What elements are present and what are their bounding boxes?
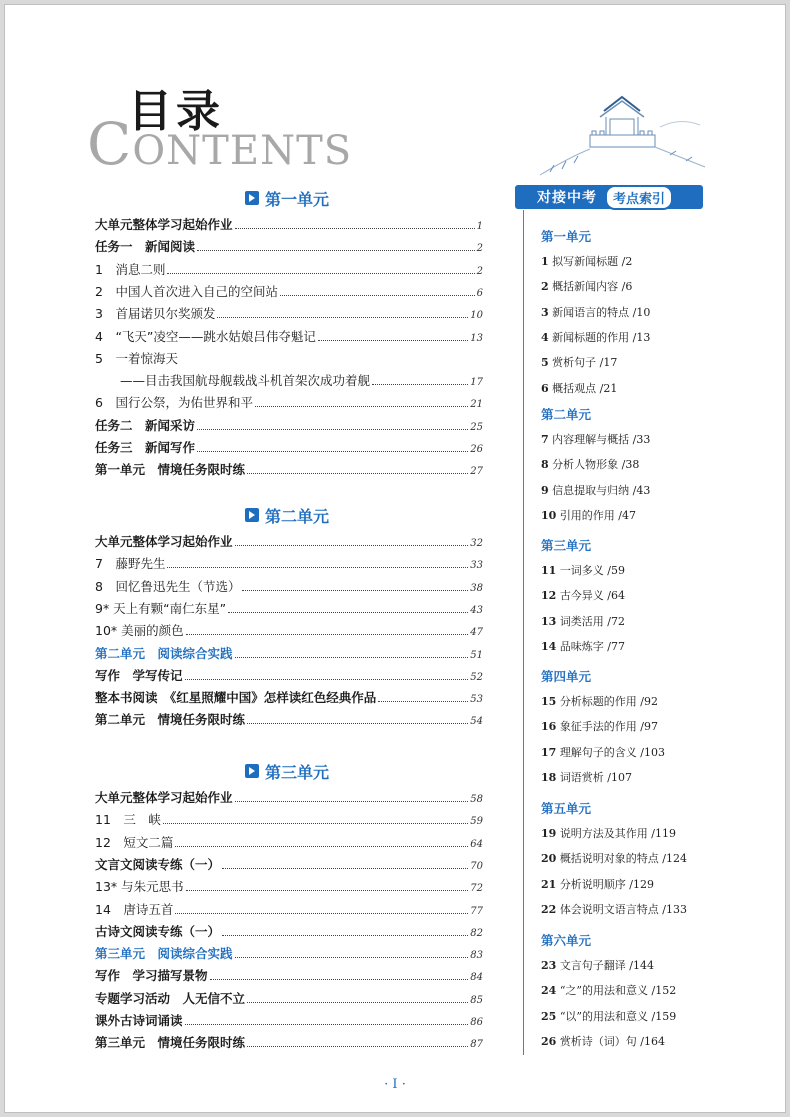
dot-leader [247, 723, 468, 724]
toc-page-number: 2 [476, 243, 483, 255]
dot-leader [167, 273, 474, 274]
index-item-number: 19 [541, 827, 557, 840]
toc-entry[interactable] [95, 962, 483, 984]
toc-page-number: 38 [470, 582, 483, 594]
index-item-text: 分析人物形象 /38 [552, 458, 640, 472]
toc-entry-title: 2 中国人首次进入自己的空间站 [95, 283, 278, 299]
dot-leader [235, 545, 469, 546]
index-item-number: 15 [541, 695, 557, 708]
toc-entry[interactable] [95, 1007, 483, 1029]
toc-entry[interactable] [95, 456, 483, 478]
toc-entry-title: 专题学习活动 人无信不立 [95, 990, 246, 1006]
index-item-number: 3 [541, 305, 549, 319]
unit-heading[interactable] [245, 502, 329, 528]
unit-title: 第一单元 [265, 189, 330, 209]
index-item-text: 赏析诗（词）句 /164 [559, 1034, 666, 1048]
index-item-number: 12 [541, 589, 557, 603]
dot-leader [185, 1024, 469, 1025]
index-item[interactable] [541, 901, 687, 917]
index-item-text: 引用的作用 /47 [559, 508, 637, 522]
index-item[interactable] [541, 253, 632, 269]
index-item[interactable] [541, 744, 665, 760]
toc-entry[interactable] [95, 684, 483, 706]
toc-entry-title: 6 国行公祭，为佑世界和平 [95, 395, 253, 411]
index-unit-title: 第五单元 [541, 801, 592, 816]
toc-entry-title: 7 藤野先生 [95, 556, 166, 572]
toc-entry-title: 11 三 峡 [95, 812, 161, 828]
toc-entry-title: 12 短文二篇 [95, 834, 174, 850]
index-item-text: 说明方法及其作用 /119 [559, 827, 677, 840]
toc-page-number: 27 [470, 466, 483, 478]
index-item-number: 26 [541, 1034, 557, 1048]
index-item-text: 新闻语言的特点 /10 [552, 305, 651, 319]
index-item[interactable] [541, 562, 625, 578]
play-arrow-icon [245, 191, 259, 205]
toc-entry-title: 8 回忆鲁迅先生（节选） [95, 578, 241, 594]
index-item-text: 文言句子翻译 /144 [559, 959, 655, 972]
index-item[interactable] [541, 613, 625, 629]
toc-page-number: 33 [470, 560, 483, 572]
index-item-number: 24 [541, 984, 557, 998]
toc-page-number: 72 [470, 883, 483, 895]
banner-right-badge: 考点索引 [605, 185, 673, 210]
toc-entry-title: 大单元整体学习起始作业 [95, 217, 233, 232]
index-item-number: 6 [541, 381, 549, 395]
index-item-text: 体会说明文语言特点 /133 [559, 902, 688, 916]
unit-heading[interactable] [245, 758, 329, 784]
index-item[interactable] [541, 431, 650, 447]
toc-entry-title: 文言文阅读专练（一） [95, 856, 221, 872]
toc-entry[interactable] [95, 985, 483, 1007]
index-item[interactable] [541, 507, 636, 523]
index-item-text: 拟写新闻标题 /2 [552, 255, 633, 268]
exam-index-banner [515, 185, 703, 209]
toc-page-number: 82 [470, 927, 483, 939]
index-item-text: 内容理解与概括 /33 [552, 433, 651, 446]
play-arrow-icon [245, 508, 259, 522]
toc-entry[interactable] [95, 300, 483, 322]
toc-entry[interactable] [95, 528, 483, 550]
index-unit-title: 第一单元 [541, 229, 592, 244]
index-item-number: 7 [541, 433, 549, 446]
index-unit-title: 第二单元 [541, 407, 592, 422]
dot-leader [186, 890, 469, 891]
index-item-number: 13 [541, 614, 557, 628]
index-item[interactable] [541, 876, 654, 892]
index-item-number: 5 [541, 356, 549, 370]
toc-entry-title: 3 首届诺贝尔奖颁发 [95, 306, 216, 322]
index-item-number: 23 [541, 959, 557, 972]
index-item[interactable] [541, 825, 676, 841]
toc-entry-title: 任务一 新闻阅读 [95, 239, 196, 255]
toc-entry-title: 古诗文阅读专练（一） [95, 923, 221, 939]
unit-title: 第三单元 [265, 762, 330, 782]
title-en-initial: C [87, 110, 133, 178]
index-item[interactable] [541, 638, 625, 654]
index-unit-title: 第六单元 [541, 933, 592, 948]
toc-entry[interactable] [95, 211, 483, 233]
toc-entry-title: 第二单元 阅读综合实践 [95, 645, 233, 661]
index-item-number: 18 [541, 770, 557, 784]
index-unit-title: 第三单元 [541, 538, 592, 553]
toc-page-number: 84 [470, 972, 483, 984]
toc-page-number: 51 [470, 649, 483, 661]
index-item-text: 象征手法的作用 /97 [559, 720, 659, 734]
dot-leader [235, 657, 469, 658]
toc-entry[interactable] [95, 918, 483, 940]
toc-entry-title: 课外古诗词诵读 [95, 1013, 183, 1028]
index-item-text: 概括新闻内容 /6 [552, 280, 633, 294]
index-item-text: 理解句子的含义 /103 [559, 745, 666, 759]
toc-entry-title: 写作 学习描写景物 [95, 968, 208, 984]
index-item-number: 8 [541, 458, 549, 472]
index-item-text: 词语赏析 /107 [559, 770, 633, 784]
toc-page-number: 10 [470, 310, 483, 322]
page-title: 目录 [128, 86, 224, 137]
toc-page-number: 13 [470, 332, 483, 344]
toc-entry-title: 10* 美丽的颜色 [95, 623, 184, 639]
index-item-number: 1 [541, 255, 549, 268]
toc-entry[interactable] [95, 662, 483, 684]
index-item[interactable] [541, 278, 632, 294]
toc-entry[interactable] [95, 940, 483, 962]
dot-leader [378, 701, 468, 702]
toc-entry-title: 14 唐诗五首 [95, 901, 174, 917]
toc-page [4, 4, 786, 1113]
dot-leader [247, 1046, 468, 1047]
dot-leader [228, 612, 468, 613]
page-number: · I · [384, 1077, 406, 1092]
index-item-text: 词类活用 /72 [559, 614, 626, 628]
toc-entry[interactable] [95, 367, 483, 389]
index-item-text: 品味炼字 /77 [559, 639, 626, 653]
index-item[interactable] [541, 456, 639, 472]
dot-leader [197, 429, 468, 430]
index-item-number: 16 [541, 720, 557, 734]
toc-entry-title: 第三单元 阅读综合实践 [95, 946, 233, 962]
toc-entry[interactable] [95, 412, 483, 434]
toc-entry-title: 第三单元 情境任务限时练 [95, 1035, 246, 1051]
index-item-text: 新闻标题的作用 /13 [552, 330, 651, 344]
dot-leader [163, 823, 468, 824]
dot-leader [280, 295, 475, 296]
index-item-number: 9 [541, 483, 549, 497]
index-item-text: 赏析句子 /17 [552, 356, 618, 370]
index-item-text: “以”的用法和意义 /159 [559, 1009, 677, 1023]
toc-page-number: 25 [470, 421, 483, 433]
toc-entry[interactable] [95, 550, 483, 572]
toc-entry[interactable] [95, 873, 483, 895]
toc-entry-title: 第二单元 情境任务限时练 [95, 712, 246, 728]
index-item[interactable] [541, 982, 676, 998]
index-item[interactable] [541, 1033, 665, 1049]
toc-page-number: 54 [470, 716, 483, 728]
dot-leader [235, 801, 469, 802]
index-item[interactable] [541, 850, 687, 866]
toc-entry-title: 1 消息二则 [95, 261, 166, 277]
toc-page-number: 47 [470, 627, 483, 639]
dot-leader [222, 935, 468, 936]
toc-page-number: 83 [470, 950, 483, 962]
toc-entry-title: 写作 学写传记 [95, 667, 183, 683]
index-item[interactable] [541, 482, 650, 498]
unit-title: 第二单元 [265, 506, 330, 526]
toc-entry[interactable] [95, 323, 483, 345]
great-wall-illustration [530, 77, 710, 177]
toc-entry-title: 5 一着惊海天 [95, 350, 178, 366]
dot-leader [247, 473, 468, 474]
index-item-number: 20 [541, 852, 557, 866]
toc-page-number: 52 [470, 671, 483, 683]
toc-entry-title: 任务三 新闻写作 [95, 440, 196, 455]
index-item[interactable] [541, 354, 617, 370]
toc-page-number: 43 [470, 604, 483, 616]
dot-leader [167, 567, 468, 568]
index-item[interactable] [541, 329, 650, 345]
index-item-number: 11 [541, 564, 557, 577]
index-item[interactable] [541, 769, 632, 785]
dot-leader [235, 228, 475, 229]
index-item[interactable] [541, 1008, 676, 1024]
index-item-number: 14 [541, 639, 557, 653]
index-item-text: “之”的用法和意义 /152 [559, 984, 677, 998]
dot-leader [175, 913, 468, 914]
toc-entry[interactable] [95, 896, 483, 918]
dot-leader [210, 979, 469, 980]
toc-entry[interactable] [95, 595, 483, 617]
dot-leader [242, 590, 468, 591]
index-item-number: 17 [541, 745, 557, 759]
banner-left-text: 对接中考 [537, 190, 597, 206]
toc-page-number: 77 [470, 905, 483, 917]
toc-entry[interactable] [95, 573, 483, 595]
toc-entry[interactable] [95, 617, 483, 639]
toc-page-number: 26 [470, 444, 483, 455]
toc-entry-title: 整本书阅读 《红星照耀中国》怎样读红色经典作品 [95, 690, 377, 706]
toc-entry-title: 大单元整体学习起始作业 [95, 534, 233, 549]
index-item-number: 4 [541, 330, 549, 344]
toc-entry[interactable] [95, 806, 483, 828]
toc-entry-title: 第一单元 情境任务限时练 [95, 462, 246, 478]
toc-entry-title: 13* 与朱元思书 [95, 879, 184, 895]
unit-heading[interactable] [245, 185, 329, 211]
toc-entry[interactable] [95, 851, 483, 873]
sidebar-divider [523, 210, 524, 1055]
index-item-text: 一词多义 /59 [559, 564, 626, 577]
toc-entry-title: 4 “飞天”凌空——跳水姑娘吕伟夺魁记 [95, 328, 316, 344]
toc-entry[interactable] [95, 784, 483, 806]
index-item-text: 分析标题的作用 /92 [559, 695, 659, 708]
index-item-text: 分析说明顺序 /129 [559, 877, 655, 891]
index-item-number: 21 [541, 877, 557, 891]
toc-entry-title: 任务二 新闻采访 [95, 417, 196, 433]
index-item-text: 古今异义 /64 [559, 589, 626, 603]
toc-entry-title: ——目击我国航母舰载战斗机首架次成功着舰 [95, 373, 371, 389]
toc-entry[interactable] [95, 256, 483, 278]
index-item-text: 信息提取与归纳 /43 [552, 483, 651, 497]
index-item[interactable] [541, 718, 658, 734]
toc-entry[interactable] [95, 389, 483, 411]
dot-leader [175, 846, 468, 847]
dot-leader [197, 250, 475, 251]
index-item-text: 概括说明对象的特点 /124 [559, 852, 688, 866]
toc-entry[interactable] [95, 233, 483, 255]
toc-page-number: 58 [470, 794, 483, 805]
index-item-number: 25 [541, 1009, 557, 1023]
toc-entry-title: 9* 天上有颗“南仁东星” [95, 600, 227, 616]
toc-entry[interactable] [95, 1029, 483, 1051]
play-arrow-icon [245, 764, 259, 778]
toc-entry[interactable] [95, 345, 483, 367]
toc-entry[interactable] [95, 640, 483, 662]
index-item[interactable] [541, 380, 617, 396]
dot-leader [372, 384, 468, 385]
title-en-rest: ONTENTS [132, 128, 353, 174]
toc-page-number: 64 [470, 838, 483, 850]
toc-page-number: 2 [476, 265, 483, 277]
dot-leader [217, 317, 468, 318]
toc-page-number: 21 [470, 399, 483, 411]
toc-page-number: 6 [476, 287, 483, 299]
toc-entry[interactable] [95, 278, 483, 300]
toc-page-number: 70 [470, 860, 483, 872]
dot-leader [222, 868, 468, 869]
toc-entry-title: 大单元整体学习起始作业 [95, 790, 233, 805]
toc-entry[interactable] [95, 829, 483, 851]
index-item[interactable] [541, 587, 625, 603]
toc-page-number: 85 [470, 994, 483, 1006]
toc-entry[interactable] [95, 434, 483, 456]
toc-page-number: 87 [470, 1039, 483, 1051]
dot-leader [197, 451, 468, 452]
dot-leader [247, 1002, 468, 1003]
index-item[interactable] [541, 957, 654, 973]
dot-leader [185, 679, 469, 680]
toc-page-number: 53 [470, 694, 483, 706]
dot-leader [235, 957, 469, 958]
index-item[interactable] [541, 304, 650, 320]
toc-entry[interactable] [95, 706, 483, 728]
toc-page-number: 32 [470, 538, 483, 549]
index-item-number: 10 [541, 508, 557, 522]
toc-page-number: 59 [470, 816, 483, 828]
index-item[interactable] [541, 693, 658, 709]
index-item-number: 22 [541, 902, 557, 916]
index-item-number: 2 [541, 280, 549, 294]
toc-page-number: 1 [476, 221, 483, 232]
index-unit-title: 第四单元 [541, 669, 592, 684]
dot-leader [186, 634, 469, 635]
index-item-text: 概括观点 /21 [552, 381, 618, 395]
toc-page-number: 17 [470, 377, 483, 389]
toc-page-number: 86 [470, 1017, 483, 1028]
dot-leader [255, 406, 468, 407]
dot-leader [318, 340, 468, 341]
